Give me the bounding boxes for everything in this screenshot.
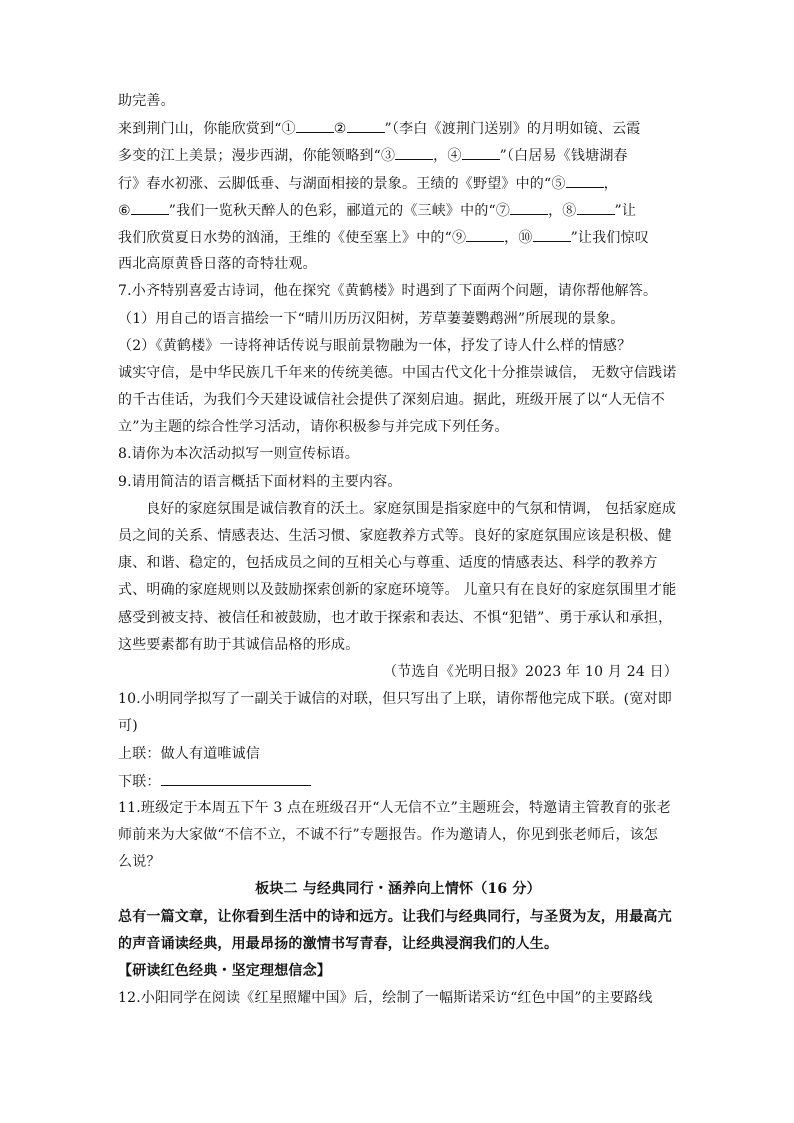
text: 来到荆门山，你能欣赏到“①: [118, 121, 296, 138]
text: ，④: [433, 148, 462, 165]
text: ，⑧: [548, 202, 577, 219]
text: ②: [333, 121, 347, 138]
blank-7[interactable]: [510, 197, 548, 215]
question-7: 7.小齐特别喜爱古诗词，他在探究《黄鹤楼》时遇到了下面两个问题，请你帮他解答。: [118, 283, 658, 300]
section-intro: 的声音诵读经典，用最昂扬的激情书写青春，让经典浸润我们的人生。: [118, 935, 559, 952]
text: ”让我们惊叹: [570, 229, 649, 246]
material-paragraph: 这些要素都有助于其诚信品格的形成。: [118, 636, 360, 653]
text: ”我们一览秋天醉人的色彩，郦道元的《三峡》中的“⑦: [168, 202, 511, 219]
question-7-2: （2）《黄鹤楼》一诗将神话传说与眼前景物融为一体，抒发了诗人什么样的情感？: [118, 337, 632, 354]
blank-5[interactable]: [566, 170, 604, 188]
question-10: 可): [118, 718, 138, 735]
section-heading: 板块二 与经典同行・涵养向上情怀（16 分）: [255, 881, 541, 898]
text: ，: [603, 175, 618, 192]
couplet-upper: 上联：做人有道唯诚信: [118, 745, 260, 762]
intro-paragraph: 诚实守信，是中华民族几千年来的传统美德。中国古代文化十分推崇诚信， 无数守信践诺: [118, 364, 677, 381]
material-paragraph: 式、明确的家庭规则以及鼓励探索创新的家庭环境等。 儿童只有在良好的家庭氛围里才能: [118, 582, 677, 599]
text: ，⑩: [504, 229, 533, 246]
subsection-heading: 【研读红色经典・坚定理想信念】: [118, 963, 331, 979]
couplet-answer-blank[interactable]: [161, 768, 311, 786]
poetry-fill-line: [118, 224, 678, 251]
question-9: 9.请用简洁的语言概括下面材料的主要内容。: [118, 473, 402, 490]
blank-6[interactable]: [131, 197, 169, 215]
question-11: 么说？: [118, 854, 161, 871]
question-12: 12.小阳同学在阅读《红星照耀中国》后，绘制了一幅斯诺采访“红色中国”的主要路线: [118, 990, 653, 1007]
question-10: 10.小明同学拟写了一副关于诚信的对联，但只写出了上联，请你帮他完成下联。(宽对即: [118, 691, 672, 708]
blank-2[interactable]: [347, 115, 385, 133]
text: 行》春水初涨、云脚低垂、与湖面相接的景象。王绩的《野望》中的“⑤: [118, 175, 566, 192]
poetry-fill-line: [118, 115, 678, 142]
section-intro: 总有一篇文章，让你看到生活中的诗和远方。让我们与经典同行，与圣贤为友，用最高亢: [118, 908, 672, 925]
blank-10[interactable]: [533, 224, 571, 242]
couplet-lower: [118, 768, 678, 795]
source-citation: （节选自《光明日报》2023 年 10 月 24 日）: [383, 663, 678, 680]
intro-paragraph: 立”为主题的综合性学习活动，请你积极参与并完成下列任务。: [118, 419, 509, 436]
blank-8[interactable]: [577, 197, 615, 215]
text: ⑥: [118, 202, 131, 219]
document-page: [118, 88, 678, 1012]
question-8: 8.请你为本次活动拟写一则宣传标语。: [118, 446, 359, 463]
text: 助完善。: [118, 93, 175, 109]
material-paragraph: 康、和谐、稳定的，包括成员之间的互相关心与尊重、适度的情感表达、科学的教养方: [118, 555, 658, 572]
material-paragraph: 感受到被支持、被信任和被鼓励，也才敢于探索和表达、不惧“犯错”、勇于承认和承担，: [118, 609, 673, 626]
text-line: 西北高原黄昏日落的奇特壮观。: [118, 256, 317, 273]
intro-paragraph: 的千古佳话，为我们今天建设诚信社会提供了深刻启迪。据此，班级开展了以“人无信不: [118, 392, 665, 409]
poetry-fill-line: [118, 170, 678, 197]
material-paragraph: 良好的家庭氛围是诚信教育的沃土。家庭氛围是指家庭中的气氛和情调， 包括家庭成: [146, 500, 677, 517]
question-11: 师前来为大家做“不信不立，不诚不行”专题报告。作为邀请人，你见到张老师后，该怎: [118, 827, 659, 844]
text: 我们欣赏夏日水势的汹涌，王维的《使至塞上》中的“⑨: [118, 229, 467, 246]
blank-1[interactable]: [296, 115, 334, 133]
blank-3[interactable]: [395, 142, 433, 160]
text: ”（白居易《钱塘湖春: [499, 148, 628, 165]
text-line: [118, 88, 678, 115]
question-11: 11.班级定于本周五下午 3 点在班级召开“人无信不立”主题班会，特邀请主管教育的张老: [118, 799, 671, 816]
poetry-fill-line: [118, 197, 678, 224]
blank-4[interactable]: [462, 142, 500, 160]
blank-9[interactable]: [466, 224, 504, 242]
text: 下联：: [118, 773, 161, 790]
text: ”（李白《渡荆门送别》的月明如镜、云霞: [384, 121, 641, 138]
material-paragraph: 员之间的关系、情感表达、生活习惯、家庭教养方式等。良好的家庭氛围应该是积极、健: [118, 528, 672, 544]
question-7-1: （1）用自己的语言描绘一下“晴川历历汉阳树，芳草萋萋鹦鹉洲”所展现的景象。: [118, 310, 625, 327]
poetry-fill-line: [118, 142, 678, 169]
text: 多变的江上美景；漫步西湖，你能领略到“③: [118, 148, 396, 165]
text: ”让: [614, 202, 637, 219]
